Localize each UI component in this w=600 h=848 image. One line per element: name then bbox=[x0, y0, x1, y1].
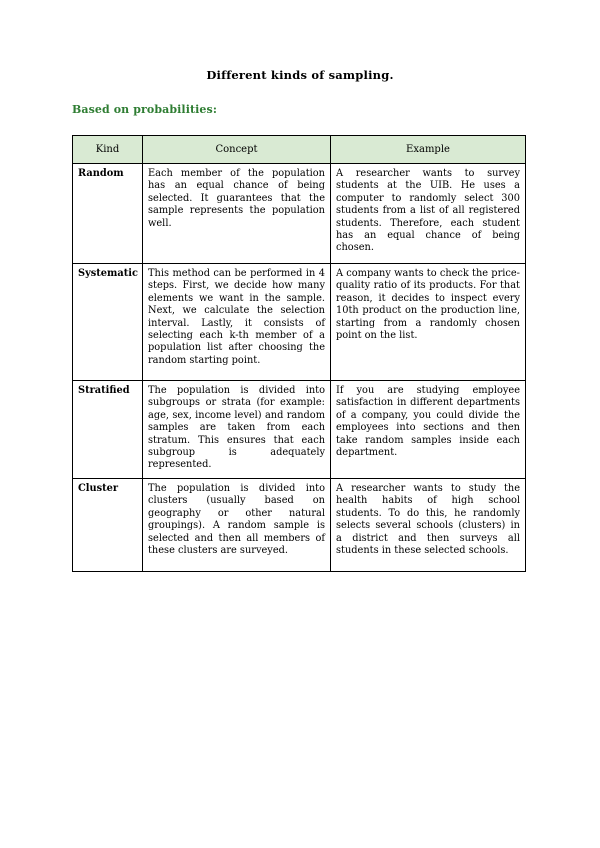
kind-cell: Systematic bbox=[73, 264, 143, 381]
example-cell: A company wants to check the price-quality ratio of its products. For that reason, it decides to inspect every 10th product on the production line, starting from a randomly chosen point on the list. bbox=[331, 264, 526, 381]
example-cell: If you are studying employee satisfaction in different departments of a company, you could divide the employees into sections and then take random samples inside each department. bbox=[331, 381, 526, 479]
header-concept: Concept bbox=[143, 136, 331, 164]
concept-cell: Each member of the population has an equal chance of being selected. It guarantees that the sample represents the population well. bbox=[143, 164, 331, 264]
sampling-kinds-table bbox=[72, 135, 526, 572]
kind-cell: Cluster bbox=[73, 479, 143, 572]
concept-cell: This method can be performed in 4 steps. First, we decide how many elements we want in the sample. Next, we calculate the selection interval. Lastly, it consists of selecting each k-th member of a population list after choosing the random starting point. bbox=[143, 264, 331, 381]
concept-cell: The population is divided into clusters (usually based on geography or other natural groupings). A random sample is selected and then all members of these clusters are surveyed. bbox=[143, 479, 331, 572]
example-cell: A researcher wants to study the health habits of high school students. To do this, he randomly selects several schools (clusters) in a district and then surveys all students in these selected schools. bbox=[331, 479, 526, 572]
kind-cell: Random bbox=[73, 164, 143, 264]
table-header-row bbox=[73, 136, 526, 164]
concept-cell: The population is divided into subgroups or strata (for example: age, sex, income level) and random samples are taken from each stratum. This ensures that each subgroup is adequately represented. bbox=[143, 381, 331, 479]
header-kind: Kind bbox=[73, 136, 143, 164]
kind-cell: Stratified bbox=[73, 381, 143, 479]
table-row-cluster bbox=[73, 479, 526, 572]
header-example: Example bbox=[331, 136, 526, 164]
section-heading-based-on-probabilities: Based on probabilities: bbox=[72, 103, 217, 116]
example-cell: A researcher wants to survey students at the UIB. He uses a computer to randomly select 300 students from a list of all registered students. Therefore, each student has an equal chance of being chosen. bbox=[331, 164, 526, 264]
table-row-stratified bbox=[73, 381, 526, 479]
document-title: Different kinds of sampling. bbox=[206, 68, 394, 82]
table-row-systematic bbox=[73, 264, 526, 381]
table-row-random bbox=[73, 164, 526, 264]
